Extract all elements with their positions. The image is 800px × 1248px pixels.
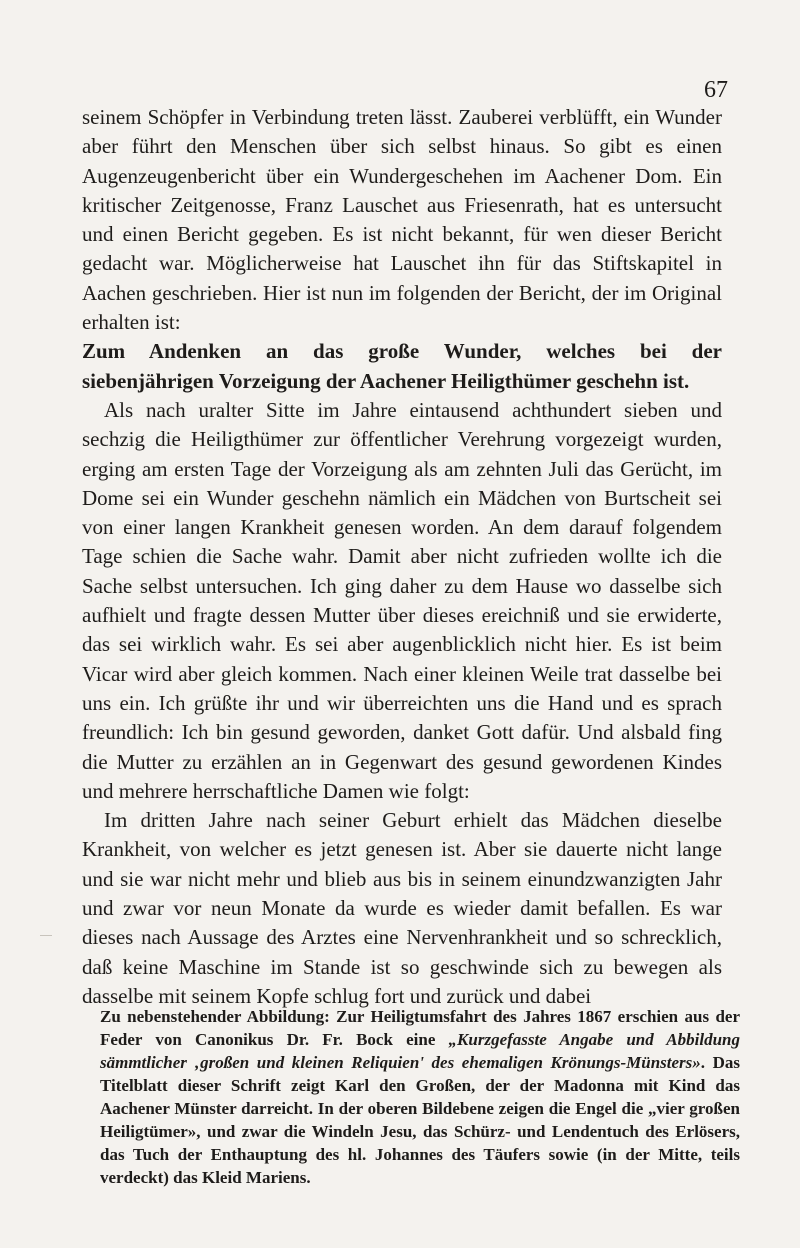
intro-paragraph: seinem Schöpfer in Verbindung treten lässt. Zauberei verblüfft, ein Wunder aber führt den Menschen über sich selbst hinaus. So gibt es einen Augenzeugenbericht über ein Wundergeschehen im Aachener Dom. Ein kritischer Zeitgenosse, Franz Lauschet aus Friesenrath, hat es untersucht und einen Bericht gegeben. Es ist nicht bekannt, für wen dieser Bericht gedacht war. Möglicherweise hat Lauschet ihn für das Stiftskapitel in Aachen geschrieben. Hier ist nun im folgenden der Bericht, der im Original erhalten ist: [82, 105, 722, 335]
main-text [82, 103, 722, 1011]
caption-text-1: Zu nebenstehender Abbildung: Zur Heiligtumsfahrt des Jahres 1867 erschien aus der Feder von Canonikus Dr. Fr. Bock eine [100, 1007, 740, 1049]
report-heading [82, 337, 722, 396]
report-heading-line-2: siebenjährigen Vorzeigung der Aachener Heiligthümer geschehn ist. [82, 368, 690, 393]
report-paragraph-1: Als nach uralter Sitte im Jahre eintausend achthundert sieben und sechzig die Heiligthümer zur öffentlicher Verehrung vorgezeigt wurden, erging am ersten Tage der Vorzeigung als am zehnten Juli das Gerücht, im Dome sei ein Wunder geschehn nämlich ein Mädchen von Burtscheit sei von einer langen Krankheit genesen worden. An dem darauf folgendem Tage schien die Sache wahr. Damit aber nicht zufrieden wollte ich die Sache selbst untersuchen. Ich ging daher zu dem Hause wo dasselbe sich aufhielt und fragte dessen Mutter über dieses ereichniß und sie erwiderte, das sei wirklich wahr. Es sei aber augenblicklich nicht hier. Es ist beim Vicar wird aber gleich kommen. Nach einer kleinen Weile trat dasselbe bei uns ein. Ich grüßte ihr und wir überreichten uns die Hand und es sprach freundlich: Ich bin gesund geworden, danket Gott dafür. Und alsbald fing die Mutter zu erzählen an in Gegenwart des gesund gewordenen Kindes und mehrere herrschaftliche Damen wie folgt: [82, 397, 722, 803]
report-paragraph-2: Im dritten Jahre nach seiner Geburt erhielt das Mädchen dieselbe Krankheit, von welcher es jetzt genesen ist. Aber sie dauerte nicht lange und sie war nicht mehr und blieb aus bis in seinem einundzwanzigten Jahr und zwar vor neun Monate da wurde es wieder damit befallen. Es war dieses nach Aussage des Arztes eine Nervenhrankheit und so schrecklich, daß keine Maschine im Stande ist so geschwinde sich zu bewegen als dasselbe mit seinem Kopfe schlug fort und zurück und dabei [82, 808, 722, 1008]
caption-book-title: „Kurzgefasste Angabe und Abbildung sämmtlicher ‚großen und kleinen Reliquien' des ehemaligen Krönungs-Münsters» [100, 1030, 740, 1072]
report-heading-line-1: Zum Andenken an das große Wunder, welches bei der [82, 339, 722, 364]
caption-text-2: . Das Titelblatt dieser Schrift zeigt Karl den Großen, der der Madonna mit Kind das Aachener Münster darreicht. In der oberen Bildebene zeigen die Engel die „vier großen Heiligtümer», und zwar die Windeln Jesu, das Schürz- und Lendentuch des Erlösers, das Tuch der Enthauptung des hl. Johannes des Täufers sowie (in der Mitte, teils verdeckt) das Kleid Mariens. [100, 1053, 740, 1187]
page-number: 67 [704, 77, 728, 103]
figure-caption [100, 1005, 740, 1189]
margin-mark [40, 935, 52, 936]
